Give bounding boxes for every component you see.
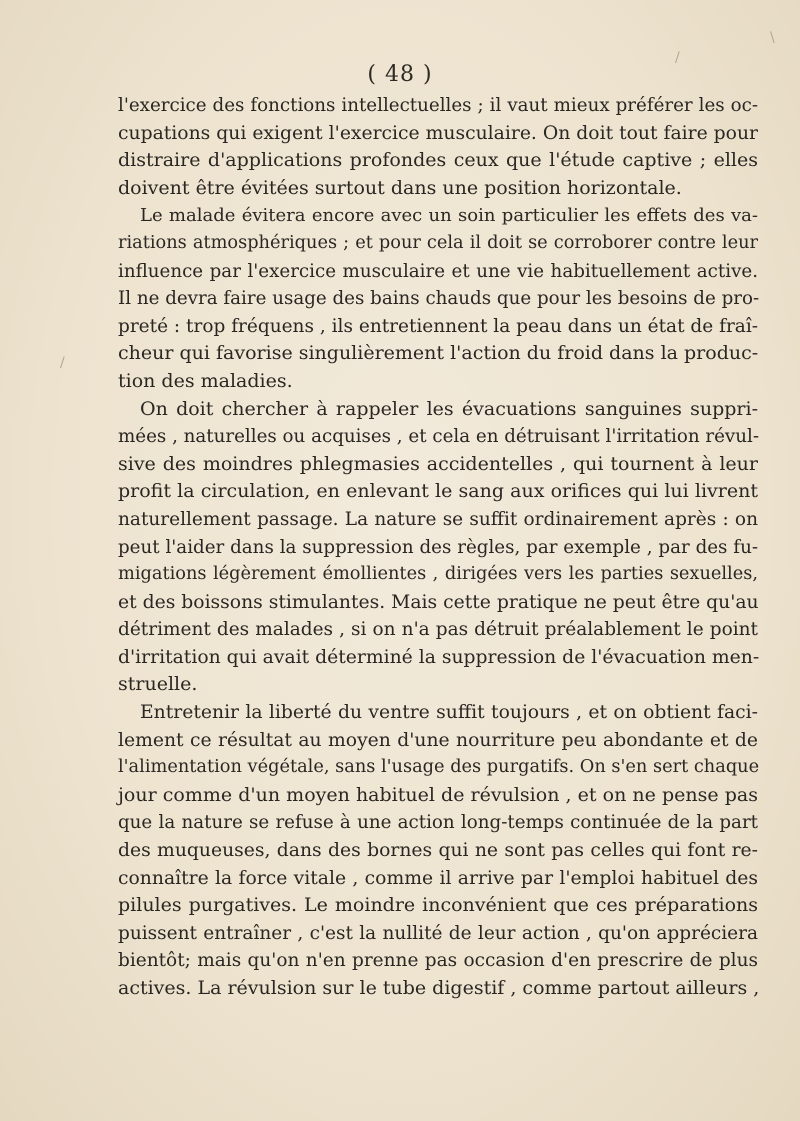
text-line: On doit chercher à rappeler les évacuations sanguines suppri- <box>140 397 758 420</box>
text-line: tion des maladies. <box>118 369 293 392</box>
text-line: cheur qui favorise singulièrement l'action du froid dans la produc- <box>118 342 759 365</box>
text-line: d'irritation qui avait déterminé la suppression de l'évacuation men- <box>118 646 760 668</box>
text-line: des muqueuses, dans des bornes qui ne sont pas celles qui font re- <box>118 840 758 862</box>
text-line: l'exercice des fonctions intellectuelles ; il vaut mieux préférer les oc- <box>118 95 758 116</box>
text-line: jour comme d'un moyen habituel de révulsion , et on ne pense pas <box>118 783 758 806</box>
text-line: mées , naturelles ou acquises , et cela en détruisant l'irritation révul- <box>118 426 760 448</box>
text-line: Entretenir la liberté du ventre suffit toujours , et on obtient faci- <box>140 702 758 724</box>
body-text <box>118 92 758 1003</box>
text-line: struelle. <box>118 673 198 696</box>
text-line: peut l'aider dans la suppression des règles, par exemple , par des fu- <box>118 536 758 558</box>
text-line: puissent entraîner , c'est la nullité de leur action , qu'on appréciera <box>118 922 758 944</box>
text-line: preté : trop fréquens , ils entretiennent la peau dans un état de fraî- <box>118 315 758 337</box>
text-line: lement ce résultat au moyen d'une nourriture peu abondante et de <box>118 729 758 751</box>
text-line: cupations qui exigent l'exercice musculaire. On doit tout faire pour <box>118 122 758 144</box>
text-line: migations légèrement émollientes , dirigées vers les parties sexuelles, <box>118 564 758 585</box>
text-line: que la nature se refuse à une action long-temps continuée de la part <box>118 812 758 834</box>
text-line: connaître la force vitale , comme il arrive par l'emploi habituel des <box>118 867 758 889</box>
text-line: influence par l'exercice musculaire et une vie habituellement active. <box>118 260 758 282</box>
text-line: actives. La révulsion sur le tube digestif , comme partout ailleurs , <box>118 977 760 999</box>
text-line: et des boissons stimulantes. Mais cette pratique ne peut être qu'au <box>118 591 759 613</box>
text-line: sive des moindres phlegmasies accidentelles , qui tournent à leur <box>118 452 758 475</box>
text-line: pilules purgatives. Le moindre inconvénient que ces préparations <box>118 894 758 917</box>
margin-mark: \ <box>770 30 775 46</box>
text-line: l'alimentation végétale, sans l'usage des purgatifs. On s'en sert chaque <box>118 757 760 778</box>
margin-mark: / <box>675 50 680 66</box>
text-line: profit la circulation, en enlevant le sang aux orifices qui lui livrent <box>118 480 758 503</box>
text-line: naturellement passage. La nature se suffit ordinairement après : on <box>118 508 758 530</box>
text-line: détriment des malades , si on n'a pas détruit préalablement le point <box>118 619 758 641</box>
text-line: riations atmosphériques ; et pour cela il doit se corroborer contre leur <box>118 232 758 253</box>
text-line: Il ne devra faire usage des bains chauds que pour les besoins de pro- <box>118 288 760 310</box>
text-line: bientôt; mais qu'on n'en prenne pas occasion d'en prescrire de plus <box>118 950 758 972</box>
page-number: ( 48 ) <box>367 62 433 87</box>
margin-mark: / <box>60 355 65 371</box>
text-line: distraire d'applications profondes ceux que l'étude captive ; elles <box>118 149 758 172</box>
text-line: Le malade évitera encore avec un soin particulier les effets des va- <box>140 205 758 227</box>
text-line: doivent être évitées surtout dans une position horizontale. <box>118 176 682 199</box>
